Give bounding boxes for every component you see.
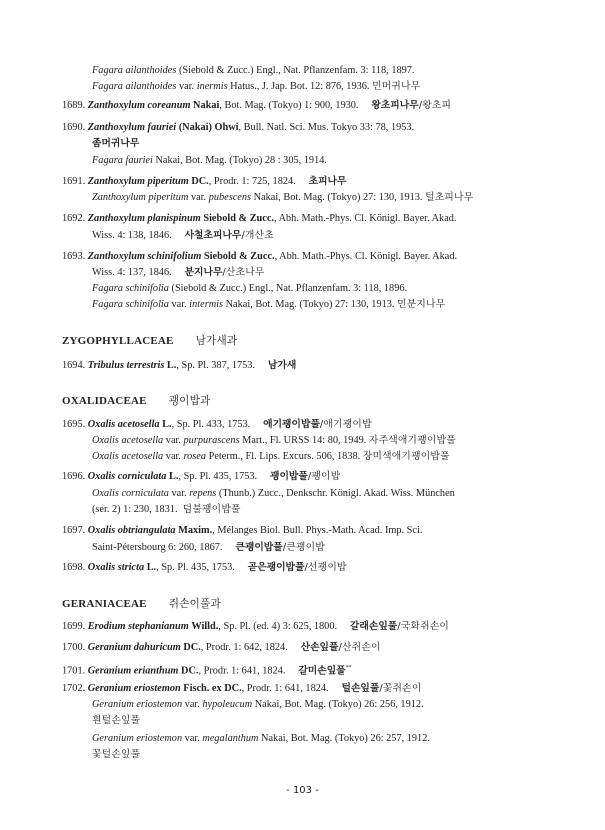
korean-alt-name: /큰괭이밥 [282,542,325,553]
synonym-variety: purpurascens [183,435,240,446]
synonym-line: Oxalis acetosella var. purpurascens Mart., Fl. URSS 14: 80, 1949. 자주색애기괭이밥풀 [92,435,456,446]
synonym-ref: Peterm., Fl. Lips. Excurs. 506, 1838. [206,451,361,462]
species-reference: , Abh. Math.-Phys. Cl. Königl. Bayer. Akad. [274,251,458,262]
species-author: L. [162,419,172,430]
synonym-korean-line [92,748,140,762]
synonym-name: Fagara schinifolia [92,283,169,294]
page-number: - 103 - [286,785,319,796]
synonym-variety: megalanthum [202,733,259,744]
synonym-line: Geranium eriostemon var. hypoleucum Nakai, Bot. Mag. (Tokyo) 26: 256, 1912. [92,699,424,710]
entry-number: 1695. [62,419,86,430]
korean-alt-name: /왕초피 [418,100,452,111]
korean-name: 갈미손잎풀 [298,665,346,677]
species-reference: , Sp. Pl. 387, 1753. [176,360,256,371]
family-heading-oxalidaceae [62,394,210,408]
korean-name: 곧은괭이밥풀 [247,562,305,573]
entry-1691 [62,175,346,189]
species-name: Zanthoxylum coreanum [87,100,191,111]
synonym-ref: (Siebold & Zucc.) Engl., Nat. Pflanzenfam. 3: 118, 1897. [176,65,415,76]
korean-alt-name: /개산초 [241,230,274,241]
footnote-marker: ** [345,665,352,671]
synonym-line [92,64,415,78]
synonym-name: Fagara fauriei [92,155,153,166]
entry-1701 [62,661,352,678]
entry-continuation [92,266,265,280]
synonym-variety: inermis [196,81,228,92]
korean-alt-name: /괭이밥 [307,471,341,482]
family-korean-name: 쥐손이풀과 [168,598,221,610]
korean-name: 털손잎풀 [341,683,380,694]
synonym-ref: Mart., Fl. URSS 14: 80, 1949. [239,435,367,446]
entry-number: 1701. [62,665,86,677]
species-name: Erodium stephanianum [87,621,189,632]
synonym-line [92,282,407,296]
species-author: DC. [181,665,199,677]
synonym-ref: Nakai, Bot. Mag. (Tokyo) 26: 257, 1912. [258,733,430,744]
synonym-korean-name: 덤불괭이밥풀 [182,504,241,515]
korean-alt-name: /국화쥐손이 [397,621,450,632]
synonym-name: Oxalis acetosella [92,451,164,462]
korean-name: 사철초피나무 [184,230,242,241]
entry-number: 1700. [62,642,86,653]
synonym-variety: rosea [183,451,207,462]
entry-number: 1693. [62,251,86,262]
korean-alt-name: /꽃쥐손이 [379,683,422,694]
synonym-korean-name: 민머귀나무 [372,81,421,92]
species-reference: , Mélanges Biol. Bull. Phys.-Math. Acad. Imp. Sci. [212,525,423,536]
family-latin-name: ZYGOPHYLLACEAE [62,335,174,347]
korean-name: 초피나무 [308,176,347,187]
synonym-line [92,154,327,168]
korean-alt-name: /산쥐손이 [338,642,381,653]
entry-number: 1702. [62,683,86,694]
synonym-name: Fagara schinifolia [92,299,169,310]
synonym-name: Geranium eriostemon [92,733,183,744]
synonym-name: Oxalis corniculata [92,488,169,499]
species-name: Oxalis acetosella [87,419,160,430]
family-heading-geraniaceae [62,597,221,611]
entry-number: 1696. [62,471,86,482]
entry-number: 1692. [62,213,86,224]
korean-name: 애기괭이밥풀 [263,419,320,430]
species-author: Siebold & Zucc. [203,251,275,262]
entry-1693 [62,250,457,264]
entry-1699 [62,620,449,634]
family-heading-zygophyllaceae [62,334,237,348]
synonym-line [92,503,241,517]
species-author: Nakai [193,100,220,111]
species-reference: , Prodr. 1: 725, 1824. [208,176,296,187]
synonym-ref: Nakai, Bot. Mag. (Tokyo) 26: 256, 1912. [252,699,424,710]
species-reference: , Sp. Pl. 435, 1753. [156,562,235,573]
korean-name: 큰괭이밥풀 [235,542,283,553]
korean-name: 남가새 [267,360,297,371]
synonym-variety: intermis [189,299,224,310]
synonym-variety: pubescens [208,192,252,203]
species-reference: , Bot. Mag. (Tokyo) 1: 900, 1930. [219,100,359,111]
korean-alt-name: /애기괭이밥 [319,419,372,430]
synonym-ref: Nakai, Bot. Mag. (Tokyo) 27: 130, 1913. [223,299,395,310]
korean-name: 갈래손잎풀 [349,621,398,632]
species-author: L. [146,562,157,573]
synonym-variety: hypoleucum [202,699,253,710]
synonym-ref: Nakai, Bot. Mag. (Tokyo) 28 : 305, 1914. [152,155,327,166]
entry-number: 1691. [62,176,86,187]
entry-continuation [92,229,274,243]
synonym-korean-name: 흰털손잎풀 [92,715,141,726]
species-reference: , Sp. Pl. 435, 1753. [178,471,258,482]
entry-1700 [62,641,381,655]
species-name: Zanthoxylum schinifolium [87,251,202,262]
species-name: Zanthoxylum planispinum [87,213,201,224]
synonym-name: Zanthoxylum piperitum [92,192,189,203]
entry-1694 [62,359,296,373]
species-name: Oxalis obtriangulata [87,525,176,536]
entry-1702 [62,682,422,696]
species-name: Zanthoxylum fauriei [87,122,177,133]
entry-1695 [62,418,372,432]
species-author: L. [166,360,177,371]
synonym-name: Fagara ailanthoides [92,81,177,92]
species-author: DC. [191,176,209,187]
entry-number: 1689. [62,100,86,111]
synonym-korean-name: 자주색애기괭이밥풀 [368,435,456,446]
species-name: Oxalis corniculata [87,471,167,482]
entry-1689 [62,99,451,113]
korean-name: 왕초피나무 [371,100,419,111]
species-name: Geranium eriostemon [87,683,181,694]
korean-name: 좀머귀나무 [92,138,140,149]
species-author: L. [169,471,179,482]
entry-continuation [92,541,325,555]
korean-name-line [92,137,139,151]
korean-alt-name: /선괭이밥 [304,562,347,573]
synonym-variety: repens [189,488,217,499]
entry-1698 [62,561,347,575]
entry-number: 1697. [62,525,86,536]
species-author: Siebold & Zucc. [203,213,274,224]
synonym-korean-line [92,714,140,728]
synonym-line [92,80,420,94]
species-author: Willd. [191,621,219,632]
family-korean-name: 괭이밥과 [168,395,211,407]
species-reference: , Prodr. 1: 641, 1824. [198,665,286,677]
synonym-line: Oxalis corniculata var. repens (Thunb.) Zucc., Denkschr. Königl. Akad. Wiss. München [92,488,455,499]
species-reference: , Bull. Natl. Sci. Mus. Tokyo 33: 78, 1953. [238,122,415,133]
family-korean-name: 남가새과 [195,335,238,347]
synonym-ref: Nakai, Bot. Mag. (Tokyo) 27: 130, 1913. [251,192,423,203]
species-reference-cont: Wiss. 4: 138, 1846. [92,230,172,241]
entry-1692 [62,212,456,226]
synonym-korean-name: 민분지나무 [397,299,446,310]
synonym-name: Fagara ailanthoides [92,65,177,76]
species-author: Fisch. ex DC. [183,683,242,694]
species-reference: , Abh. Math.-Phys. Cl. Königl. Bayer. Akad. [274,213,457,224]
species-reference: , Sp. Pl. 433, 1753. [171,419,251,430]
entry-number: 1699. [62,621,86,632]
species-author: DC. [183,642,201,653]
species-name: Oxalis stricta [87,562,145,573]
korean-name: 괭이밥풀 [270,471,308,482]
species-reference: , Prodr. 1: 642, 1824. [200,642,288,653]
synonym-korean-name: 장미색애기괭이밥풀 [362,451,450,462]
synonym-korean-name: 털초피나무 [425,192,474,203]
species-author: Maxim. [178,525,213,536]
entry-number: 1698. [62,562,86,573]
family-latin-name: GERANIACEAE [62,598,147,610]
synonym-ref: Hatus., J. Jap. Bot. 12: 876, 1936. [227,81,370,92]
entry-number: 1690. [62,122,86,133]
synonym-name: Geranium eriostemon [92,699,183,710]
species-reference: , Sp. Pl. (ed. 4) 3: 625, 1800. [218,621,338,632]
species-name: Tribulus terrestris [87,360,165,371]
family-latin-name: OXALIDACEAE [62,395,147,407]
synonym-name: Oxalis acetosella [92,435,164,446]
entry-number: 1694. [62,360,86,371]
species-name: Geranium dahuricum [87,642,181,653]
species-reference: , Prodr. 1: 641, 1824. [241,683,329,694]
species-name: Geranium erianthum [87,665,179,677]
synonym-ref: (Thunb.) Zucc., Denkschr. Königl. Akad. Wiss. München [216,488,455,499]
synonym-ref: (Siebold & Zucc.) Engl., Nat. Pflanzenfam. 3: 118, 1896. [168,283,408,294]
entry-1697 [62,524,422,538]
species-reference-cont: Saint-Pétersbourg 6: 260, 1867. [92,542,223,553]
synonym-line: Oxalis acetosella var. rosea Peterm., Fl. Lips. Excurs. 506, 1838. 장미색애기괭이밥풀 [92,451,450,462]
entry-1696 [62,470,340,484]
entry-1690 [62,121,414,135]
synonym-connector: var. [176,81,197,92]
korean-name: 분지나무 [184,267,223,278]
synonym-line: Geranium eriostemon var. megalanthum Nakai, Bot. Mag. (Tokyo) 26: 257, 1912. [92,733,430,744]
species-author: (Nakai) Ohwi [178,122,239,133]
korean-name: 산손잎풀 [300,642,339,653]
synonym-line: Zanthoxylum piperitum var. pubescens Nakai, Bot. Mag. (Tokyo) 27: 130, 1913. 털초피나무 [92,192,474,203]
korean-alt-name: /산초나무 [222,267,265,278]
species-name: Zanthoxylum piperitum [87,176,189,187]
synonym-line: Fagara schinifolia var. intermis Nakai, Bot. Mag. (Tokyo) 27: 130, 1913. 민분지나무 [92,299,446,310]
synonym-korean-name: 꽃털손잎풀 [92,749,141,760]
species-reference-cont: Wiss. 4: 137, 1846. [92,267,172,278]
synonym-ref-cont: (ser. 2) 1: 230, 1831. [92,504,178,515]
